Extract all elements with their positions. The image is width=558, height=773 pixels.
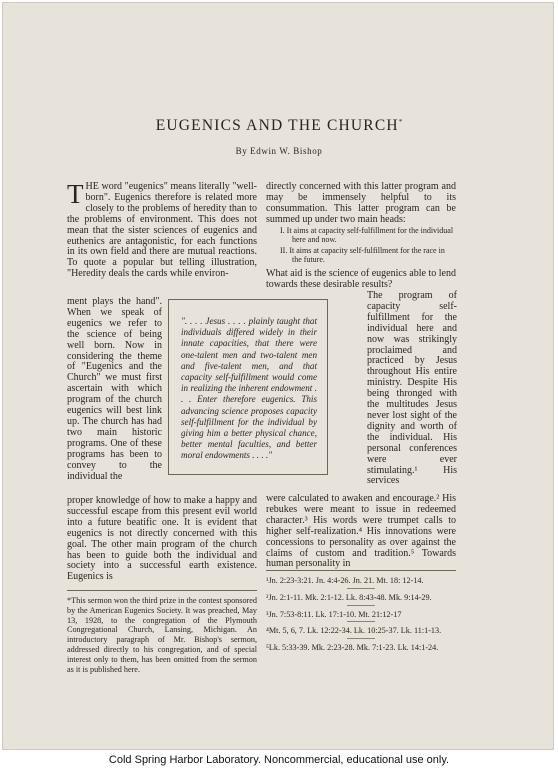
column-2-narrow: The program of capacity self-fulfillment for the individual here and now was strikingly proclaimed and practiced by Jesus throughout His entire ministry. Despite His being thronged with the multitudes Jesus never lost sight of the dignity and worth of the individual. His personal conferences were ever stimulating.¹ His services xyxy=(367,290,457,487)
column-2-bottom: were calculated to awaken and encourage.² His rebukes were meant to issue in redeemed character.³ His words were trumpet calls to higher self-realization.⁴ His innovations were concessions to personality as over against the claims of custom and tradition.⁵ Towards human personality in xyxy=(266,493,456,570)
footnote-item: ²Jn. 2:1-11. Mk. 2:1-12. Lk. 8:43-48. Mk. 9:14-29. xyxy=(266,593,456,606)
footnote-item: ⁴Mt. 5, 6, 7. Lk. 12:22-34. Lk. 10:25-37. Lk. 11:1-13. xyxy=(266,626,456,639)
archive-footer: Cold Spring Harbor Laboratory. Noncommercial, educational use only. xyxy=(108,754,450,766)
footnote-item: ³Jn. 7:53-8:11. Lk. 17:1-10. Mt. 21:12-17 xyxy=(266,610,456,623)
footnote-divider xyxy=(67,590,257,591)
pull-quote-box: ". . . . Jesus . . . . plainly taught that individuals differed widely in their innate capacities, that there were one-talent men and two-talent men and five-talent men, and that capacity self-fulfillment would come in realizing the inherent endowment . . . Enter therefore eugenics. This advancing science proposes capacity self-fulfillment for the individual by giving him a better physical chance, better mental faculties, and better moral endowments . . . ." xyxy=(168,299,328,475)
program-head-item: I. It aims at capacity self-fulfillment for the individual here and now. xyxy=(280,226,454,245)
footnote-star: *This sermon won the third prize in the contest sponsored by the American Eugenics Society. It was preached, May 13, 1928, to the congregation of the Plymouth Congregational Church, Lansing, Michigan. An introductory paragraph of Mr. Bishop's sermon, addressed directly to his congregation, and of special interest only to them, has been omitted from the sermon as it is published here. xyxy=(67,596,257,674)
paragraph-intro: HE word "eugenics" means literally "well-born". Eugenics therefore is related more closely to the problems of heredity than to the problems of environment. This does not mean that the sister sciences of eugenics and euthenics are antagonistic, for each functions in its own field and there are mutual reactions. To quote a popular but telling illustration, "Heredity deals the cards while environ- xyxy=(67,181,257,280)
byline: By Edwin W. Bishop xyxy=(235,146,323,156)
article-title: EUGENICS AND THE CHURCH* xyxy=(155,117,403,134)
column-1-narrow: ment plays the hand". When we speak of eugenics we refer to the science of being well born. Now in considering the theme of "Eugenics and the Church" we must first ascertain with which program of the church eugenics will best link up. The church has had two main historic programs. One of these programs has been to convey to the individual the xyxy=(67,296,162,482)
column-1-top xyxy=(67,179,257,280)
document-page xyxy=(2,2,554,750)
program-head-item: II. It aims at capacity self-fulfillment for the race in the future. xyxy=(280,245,445,264)
column-1-bottom: proper knowledge of how to make a happy and successful escape from this present evil world into a future beatific one. It is evident that eugenics is not directly concerned with this goal. The other main program of the church has been to guide both the individual and society into a successful earth existence. Eugenics is xyxy=(67,495,257,583)
drop-cap: T xyxy=(67,179,84,209)
column-2-question: What aid is the science of eugenics able to lend towards these desirable results? xyxy=(266,268,456,290)
footnote-item: ¹Jn. 2:23-3:21. Jn. 4:4-26. Jn. 21. Mt. 18: 12-14. xyxy=(266,576,456,589)
column-2-top: directly concerned with this latter program and may be immensely helpful to its consummation. This latter program can be summed up under two main heads: xyxy=(266,181,456,225)
footnote-divider xyxy=(266,570,456,571)
footnote-item: ⁵Lk. 5:33-39. Mk. 2:23-28. Mk. 7:1-23. Lk. 14:1-24. xyxy=(266,643,439,653)
program-heads-list xyxy=(266,226,456,265)
scripture-footnotes xyxy=(266,576,456,657)
